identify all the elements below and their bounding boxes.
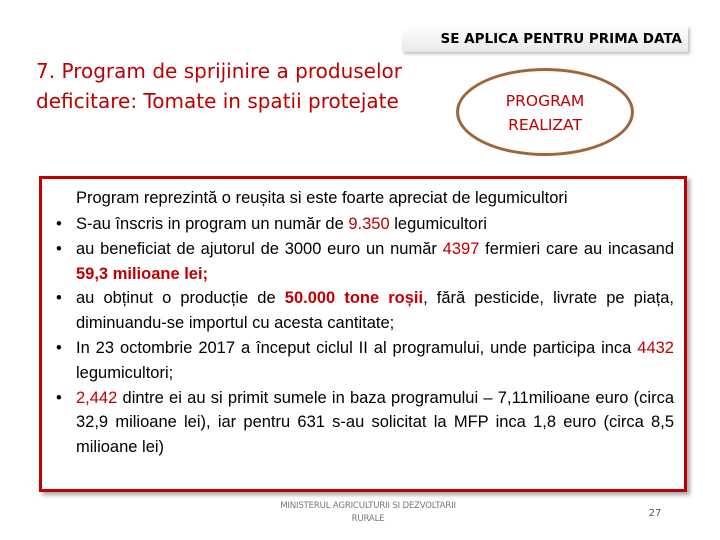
- program-status-oval: [456, 68, 634, 156]
- bullet-text: In 23 octombrie 2017 a început ciclul II al programului, unde participa inca: [76, 338, 638, 357]
- footer-ministry: [250, 500, 486, 526]
- footer-line-2: RURALE: [351, 514, 385, 524]
- content-box: [39, 176, 687, 492]
- highlight-value: 4432: [637, 338, 674, 357]
- bullet-text: dintre ei au si primit sumele in baza programului – 7,11milioane euro (circa 32,9 milioane lei), iar pentru 631 s-au solicitat la MFP inca 1,8 euro (circa 8,5 milioane lei): [76, 388, 674, 457]
- highlight-value-bold: 50.000 tone roșii: [284, 289, 424, 308]
- bullet-text: legumicultori;: [76, 363, 174, 382]
- oval-line-1: PROGRAM: [505, 92, 585, 110]
- bullet-text: , fără pesticide, livrate pe piața, diminuandu-se importul cu acesta cantitate;: [76, 289, 674, 333]
- page-number: 27: [648, 508, 662, 519]
- bullet-item: [42, 286, 674, 336]
- highlight-value: 4397: [442, 239, 480, 258]
- intro-text: Program reprezintă o reușita si este foarte apreciat de legumicultori: [76, 189, 568, 207]
- oval-line-2: REALIZAT: [508, 116, 582, 134]
- bullet-item: [42, 212, 674, 237]
- highlight-value: 2,442: [76, 388, 118, 407]
- highlight-value: 9.350: [348, 215, 390, 233]
- highlight-value-bold: 59,3 milioane lei;: [76, 264, 209, 283]
- bullet-text: au beneficiat de ajutorul de 3000 euro un număr: [76, 239, 443, 258]
- slide-title: 7. Program de sprijinire a produselor deficitare: Tomate in spatii protejate: [36, 59, 402, 113]
- bullet-text: fermieri care au incasand: [479, 239, 675, 258]
- bullet-text: S-au înscris in program un număr de: [76, 215, 349, 233]
- footer-line-1: MINISTERUL AGRICULTURII SI DEZVOLTARII: [280, 501, 456, 511]
- first-time-tag: SE APLICA PENTRU PRIMA DATA: [402, 26, 688, 52]
- bullet-text: legumicultori: [389, 215, 487, 233]
- bullet-item: [42, 336, 674, 386]
- bullet-list: [42, 212, 674, 460]
- bullet-text: au obținut o producție de: [76, 289, 285, 308]
- bullet-item: [42, 386, 674, 460]
- bullet-item: [42, 237, 674, 287]
